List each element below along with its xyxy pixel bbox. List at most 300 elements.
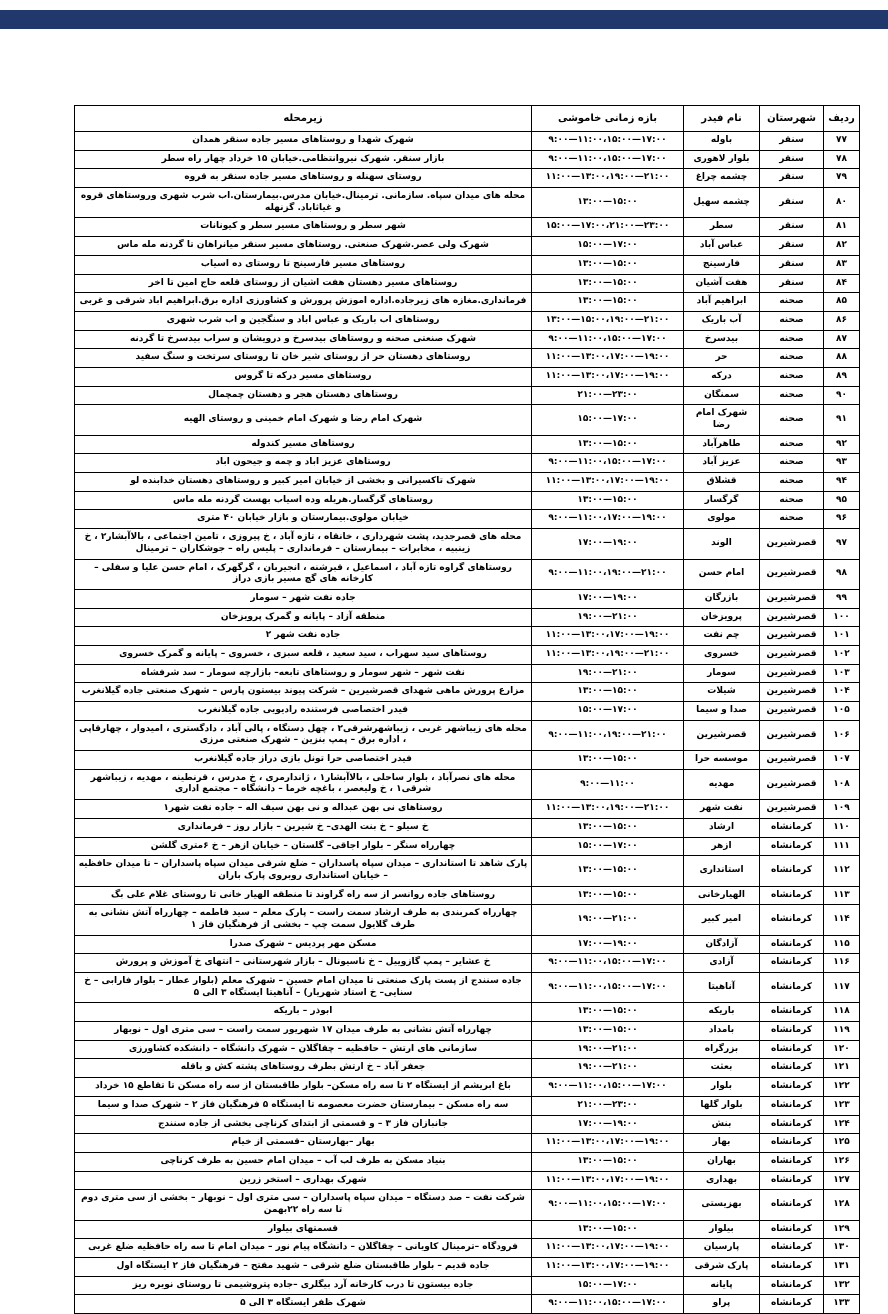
feeder-cell: بعثت — [684, 1059, 760, 1078]
time-range-cell: ۹:۰۰—۱۱:۰۰،۱۵:۰۰—۱۷:۰۰ — [532, 1295, 684, 1314]
time-range-cell: ۹:۰۰—۱۱:۰۰،۱۵:۰۰—۱۷:۰۰ — [532, 1078, 684, 1097]
time-range-cell: ۱۳:۰۰—۱۵:۰۰ — [532, 293, 684, 312]
header-time-range: بازه زمانی خاموشی — [532, 106, 684, 132]
row-number-cell: ۹۰ — [824, 386, 860, 405]
subarea-cell: محله های قصرجدید، پشت شهرداری ، خانقاه ، تازه آباد ، خ پیروزی ، تامین اجتماعی ، بالاآبشار۲ ، خ زینبیه ، مخابرات – بیمارستان – فرمانداری – پلیس راه – جوشکاران – ترمینال — [75, 529, 532, 559]
table-row — [75, 169, 860, 188]
subarea-cell: شهرک شهدا و روستاهای مسیر جاده سنقر همدان — [75, 132, 532, 151]
county-cell: سنقر — [760, 255, 824, 274]
county-cell: صحنه — [760, 330, 824, 349]
subarea-cell: روستاهای مسیر درکه تا گروس — [75, 367, 532, 386]
subarea-cell: روستاهای گرگسار.هریله وده اسیاب بهست گردنه مله ماس — [75, 491, 532, 510]
county-cell: کرمانشاه — [760, 1059, 824, 1078]
row-number-cell: ۱۰۴ — [824, 683, 860, 702]
subarea-cell: جاده قدیم – بلوار طاقبستان ضلع شرقی – شهید مفتح – فرهنگیان فاز ۲ ایستگاه اول — [75, 1258, 532, 1277]
row-number-cell: ۱۲۵ — [824, 1134, 860, 1153]
feeder-cell: فارسینج — [684, 255, 760, 274]
feeder-cell: بلوار — [684, 1078, 760, 1097]
outage-table-container — [75, 105, 860, 1314]
county-cell: کرمانشاه — [760, 1239, 824, 1258]
feeder-cell: بامداد — [684, 1022, 760, 1041]
time-range-cell: ۱۳:۰۰—۱۵:۰۰ — [532, 1003, 684, 1022]
table-row — [75, 1096, 860, 1115]
row-number-cell: ۱۲۲ — [824, 1078, 860, 1097]
table-row — [75, 608, 860, 627]
header-subarea: زیرمحله — [75, 106, 532, 132]
row-number-cell: ۱۲۱ — [824, 1059, 860, 1078]
subarea-cell: روستاهای مسیر فارسینج تا روستای ده اسیاب — [75, 255, 532, 274]
time-range-cell: ۱۷:۰۰—۱۹:۰۰ — [532, 935, 684, 954]
table-row — [75, 330, 860, 349]
table-row — [75, 150, 860, 169]
time-range-cell: ۲۱:۰۰—۲۳:۰۰ — [532, 1096, 684, 1115]
time-range-cell: ۱۹:۰۰—۲۱:۰۰ — [532, 1059, 684, 1078]
table-row — [75, 589, 860, 608]
county-cell: کرمانشاه — [760, 818, 824, 837]
row-number-cell: ۷۹ — [824, 169, 860, 188]
feeder-cell: پارک شرقی — [684, 1258, 760, 1277]
subarea-cell: شهرک امام رضا و شهرک امام خمینی و روستای الهیه — [75, 405, 532, 435]
subarea-cell: خ سیلو – خ بنت الهدی– خ شیرین – بازار روز – فرمانداری — [75, 818, 532, 837]
row-number-cell: ۱۰۲ — [824, 645, 860, 664]
county-cell: سنقر — [760, 150, 824, 169]
table-row — [75, 1152, 860, 1171]
time-range-cell: ۱۱:۰۰—۱۳:۰۰،۱۹:۰۰—۲۱:۰۰ — [532, 169, 684, 188]
row-number-cell: ۹۴ — [824, 473, 860, 492]
row-number-cell: ۹۷ — [824, 529, 860, 559]
subarea-cell: جعفر آباد – خ ارتش بطرف روستاهای پشته کش و باقله — [75, 1059, 532, 1078]
county-cell: قصرشیرین — [760, 683, 824, 702]
table-row — [75, 349, 860, 368]
county-cell: کرمانشاه — [760, 935, 824, 954]
feeder-cell: چشمه چراغ — [684, 169, 760, 188]
row-number-cell: ۹۶ — [824, 510, 860, 529]
row-number-cell: ۱۲۰ — [824, 1040, 860, 1059]
subarea-cell: روستاهای اب باریک و عباس اباد و سنگجین و اب شرب شهری — [75, 311, 532, 330]
row-number-cell: ۱۳۲ — [824, 1276, 860, 1295]
table-row — [75, 1078, 860, 1097]
row-number-cell: ۱۰۱ — [824, 627, 860, 646]
table-row — [75, 664, 860, 683]
table-row — [75, 188, 860, 218]
subarea-cell: شهرک بهداری – استخر زرین — [75, 1171, 532, 1190]
time-range-cell: ۱۳:۰۰—۱۵:۰۰ — [532, 491, 684, 510]
time-range-cell: ۹:۰۰—۱۱:۰۰،۱۵:۰۰—۱۷:۰۰ — [532, 973, 684, 1003]
feeder-cell: الهیارخانی — [684, 886, 760, 905]
row-number-cell: ۱۱۷ — [824, 973, 860, 1003]
county-cell: کرمانشاه — [760, 1190, 824, 1220]
time-range-cell: ۱۳:۰۰—۱۵:۰۰ — [532, 683, 684, 702]
table-row — [75, 1022, 860, 1041]
feeder-cell: بیدسرخ — [684, 330, 760, 349]
table-row — [75, 1134, 860, 1153]
subarea-cell: روستاهای سید سهراب ، سید سعید ، قلعه سبزی ، خسروی – پایانه و گمرک خسروی — [75, 645, 532, 664]
county-cell: صحنه — [760, 367, 824, 386]
row-number-cell: ۱۲۷ — [824, 1171, 860, 1190]
table-row — [75, 1276, 860, 1295]
subarea-cell: روستاهای دهستان هجر و دهستان چمچمال — [75, 386, 532, 405]
feeder-cell: عزیز آباد — [684, 454, 760, 473]
time-range-cell: ۹:۰۰—۱۱:۰۰،۱۷:۰۰—۱۹:۰۰ — [532, 510, 684, 529]
row-number-cell: ۸۲ — [824, 237, 860, 256]
table-row — [75, 386, 860, 405]
row-number-cell: ۱۱۰ — [824, 818, 860, 837]
row-number-cell: ۹۸ — [824, 559, 860, 589]
header-feeder: نام فیدر — [684, 106, 760, 132]
row-number-cell: ۱۳۳ — [824, 1295, 860, 1314]
feeder-cell: سمنگان — [684, 386, 760, 405]
time-range-cell: ۱۳:۰۰—۱۵:۰۰ — [532, 255, 684, 274]
county-cell: سنقر — [760, 218, 824, 237]
row-number-cell: ۱۰۹ — [824, 800, 860, 819]
subarea-cell: سه راه مسکن – بیمارستان حضرت معصومه تا ایستگاه ۵ فرهنگیان فاز ۲ – شهرک صدا و سیما — [75, 1096, 532, 1115]
feeder-cell: مولوی — [684, 510, 760, 529]
county-cell: کرمانشاه — [760, 856, 824, 886]
table-row — [75, 702, 860, 721]
subarea-cell: روستاهای دهستان حر از روستای شیر خان تا روستای سرتخت و سنگ سفید — [75, 349, 532, 368]
table-row — [75, 720, 860, 750]
county-cell: کرمانشاه — [760, 905, 824, 935]
county-cell: کرمانشاه — [760, 973, 824, 1003]
row-number-cell: ۱۱۵ — [824, 935, 860, 954]
feeder-cell: موسسه حرا — [684, 751, 760, 770]
county-cell: قصرشیرین — [760, 608, 824, 627]
county-cell: کرمانشاه — [760, 1152, 824, 1171]
feeder-cell: پراو — [684, 1295, 760, 1314]
row-number-cell: ۱۱۲ — [824, 856, 860, 886]
county-cell: قصرشیرین — [760, 529, 824, 559]
feeder-cell: صدا و سیما — [684, 702, 760, 721]
table-row — [75, 473, 860, 492]
row-number-cell: ۷۷ — [824, 132, 860, 151]
table-row — [75, 237, 860, 256]
row-number-cell: ۱۱۶ — [824, 954, 860, 973]
time-range-cell: ۱۵:۰۰—۱۷:۰۰،۲۱:۰۰—۲۳:۰۰ — [532, 218, 684, 237]
feeder-cell: باوله — [684, 132, 760, 151]
table-row — [75, 1171, 860, 1190]
feeder-cell: سطر — [684, 218, 760, 237]
table-row — [75, 435, 860, 454]
row-number-cell: ۱۲۹ — [824, 1220, 860, 1239]
outage-schedule-table — [74, 105, 860, 1314]
time-range-cell: ۱۵:۰۰—۱۷:۰۰ — [532, 702, 684, 721]
table-row — [75, 856, 860, 886]
county-cell: کرمانشاه — [760, 954, 824, 973]
feeder-cell: قصرشیرین — [684, 720, 760, 750]
time-range-cell: ۱۱:۰۰—۱۳:۰۰،۱۷:۰۰—۱۹:۰۰ — [532, 349, 684, 368]
time-range-cell: ۱۹:۰۰—۲۱:۰۰ — [532, 1040, 684, 1059]
table-row — [75, 274, 860, 293]
row-number-cell: ۱۲۸ — [824, 1190, 860, 1220]
table-row — [75, 935, 860, 954]
county-cell: کرمانشاه — [760, 1276, 824, 1295]
feeder-cell: شهرک امام رضا — [684, 405, 760, 435]
subarea-cell: جاده نفت شهر ۲ — [75, 627, 532, 646]
subarea-cell: روستاهای نی بهن عبداله و نی بهن سیف اله – جاده نفت شهر۱ — [75, 800, 532, 819]
feeder-cell: ازهر — [684, 837, 760, 856]
subarea-cell: فرودگاه –ترمینال کاویانی – چقاگلان – دانشگاه پیام نور – میدان امام تا سه راه حافظیه ضلع غربی — [75, 1239, 532, 1258]
time-range-cell: ۲۱:۰۰—۲۳:۰۰ — [532, 386, 684, 405]
row-number-cell: ۱۱۴ — [824, 905, 860, 935]
subarea-cell: منطقه آزاد – پایانه و گمرک پرویزخان — [75, 608, 532, 627]
subarea-cell: مسکن مهر پردیس – شهرک صدرا — [75, 935, 532, 954]
subarea-cell: محله های زیباشهر غربی ، زیباشهرشرقی۲ ، چهل دستگاه ، پالی آباد ، دادگستری ، امیدوار ، چهارقاپی ، اداره برق – پمپ بنزین – شهرک صنعتی مرزی — [75, 720, 532, 750]
county-cell: سنقر — [760, 169, 824, 188]
subarea-cell: روستاهای جاده روانسر از سه راه گراوند تا منطقه الهیار خانی تا روستای غلام علی بگ — [75, 886, 532, 905]
county-cell: قصرشیرین — [760, 800, 824, 819]
time-range-cell: ۱۳:۰۰—۱۵:۰۰ — [532, 856, 684, 886]
time-range-cell: ۱۷:۰۰—۱۹:۰۰ — [532, 529, 684, 559]
table-row — [75, 905, 860, 935]
subarea-cell: چهارراه کمربندی به طرف ارشاد سمت راست – پارک معلم – سید فاطمه – چهارراه آتش نشانی به طرف گلایول سمت چپ – بخشی از فرهنگیان فاز ۱ — [75, 905, 532, 935]
time-range-cell: ۱۱:۰۰—۱۳:۰۰،۱۷:۰۰—۱۹:۰۰ — [532, 1134, 684, 1153]
table-row — [75, 627, 860, 646]
row-number-cell: ۱۳۱ — [824, 1258, 860, 1277]
table-row — [75, 973, 860, 1003]
time-range-cell: ۱۵:۰۰—۱۷:۰۰ — [532, 237, 684, 256]
subarea-cell: چهارراه آتش نشانی به طرف میدان ۱۷ شهریور سمت راست – سی متری اول – نوبهار — [75, 1022, 532, 1041]
table-row — [75, 1295, 860, 1314]
county-cell: سنقر — [760, 237, 824, 256]
county-cell: کرمانشاه — [760, 1258, 824, 1277]
table-row — [75, 367, 860, 386]
table-row — [75, 1190, 860, 1220]
feeder-cell: بنش — [684, 1115, 760, 1134]
row-number-cell: ۱۲۶ — [824, 1152, 860, 1171]
county-cell: صحنه — [760, 293, 824, 312]
feeder-cell: بلوار گلها — [684, 1096, 760, 1115]
time-range-cell: ۹:۰۰—۱۱:۰۰،۱۹:۰۰—۲۱:۰۰ — [532, 720, 684, 750]
row-number-cell: ۸۸ — [824, 349, 860, 368]
feeder-cell: سومار — [684, 664, 760, 683]
subarea-cell: جاده سنندج از پست پارک صنعتی تا میدان امام حسین – شهرک معلم (بلوار عطار – بلوار فارابی – خ سنایی– خ استاد شهریار) – آناهیتا ایستگاه ۳ الی ۵ — [75, 973, 532, 1003]
time-range-cell: ۹:۰۰—۱۱:۰۰،۱۹:۰۰—۲۱:۰۰ — [532, 559, 684, 589]
subarea-cell: پارک شاهد تا استانداری – میدان سپاه پاسداران – ضلع شرقی میدان سپاه پاسداران – تا میدان حافظیه – خیابان استانداری روبروی پارک باران — [75, 856, 532, 886]
subarea-cell: شهرک ولی عصر.شهرک صنعتی. روستاهای مسیر سنقر میانراهان تا گردنه مله ماس — [75, 237, 532, 256]
row-number-cell: ۱۳۰ — [824, 1239, 860, 1258]
outage-table-body — [75, 132, 860, 1314]
county-cell: کرمانشاه — [760, 1022, 824, 1041]
county-cell: قصرشیرین — [760, 664, 824, 683]
county-cell: صحنه — [760, 473, 824, 492]
row-number-cell: ۱۰۶ — [824, 720, 860, 750]
row-number-cell: ۱۰۳ — [824, 664, 860, 683]
time-range-cell: ۱۳:۰۰—۱۵:۰۰ — [532, 1220, 684, 1239]
feeder-cell: چم نفت — [684, 627, 760, 646]
county-cell: صحنه — [760, 405, 824, 435]
subarea-cell: شهرک ظفر ایستگاه ۳ الی ۵ — [75, 1295, 532, 1314]
time-range-cell: ۹:۰۰—۱۱:۰۰،۱۵:۰۰—۱۷:۰۰ — [532, 150, 684, 169]
feeder-cell: عباس آباد — [684, 237, 760, 256]
feeder-cell: بلوار لاهوری — [684, 150, 760, 169]
subarea-cell: فیدر اختصاصی فرستنده رادیویی جاده گیلانغرب — [75, 702, 532, 721]
county-cell: صحنه — [760, 435, 824, 454]
time-range-cell: ۱۹:۰۰—۲۱:۰۰ — [532, 664, 684, 683]
row-number-cell: ۸۳ — [824, 255, 860, 274]
subarea-cell: مزارع پرورش ماهی شهدای قصرشیرین – شرکت پیوند بیستون پارس – شهرک صنعتی جاده گیلانغرب — [75, 683, 532, 702]
table-row — [75, 1115, 860, 1134]
feeder-cell: آناهیتا — [684, 973, 760, 1003]
county-cell: کرمانشاه — [760, 1134, 824, 1153]
table-row — [75, 818, 860, 837]
subarea-cell: جانبازان فاز ۳ – و قسمتی از ابتدای کرناچی بخشی از جاده سنندج — [75, 1115, 532, 1134]
county-cell: قصرشیرین — [760, 559, 824, 589]
top-bar — [0, 10, 888, 29]
feeder-cell: بهاران — [684, 1152, 760, 1171]
subarea-cell: روستای سهنله و روستاهای مسیر جاده سنقر به قروه — [75, 169, 532, 188]
time-range-cell: ۱۱:۰۰—۱۳:۰۰،۱۷:۰۰—۱۹:۰۰ — [532, 473, 684, 492]
table-row — [75, 683, 860, 702]
time-range-cell: ۹:۰۰—۱۱:۰۰،۱۵:۰۰—۱۷:۰۰ — [532, 132, 684, 151]
time-range-cell: ۹:۰۰—۱۱:۰۰،۱۵:۰۰—۱۷:۰۰ — [532, 1190, 684, 1220]
row-number-cell: ۱۱۳ — [824, 886, 860, 905]
row-number-cell: ۸۷ — [824, 330, 860, 349]
subarea-cell: بنیاد مسکن به طرف لب آب – میدان امام حسین به طرف کرناچی — [75, 1152, 532, 1171]
time-range-cell: ۱۵:۰۰—۱۷:۰۰ — [532, 837, 684, 856]
table-row — [75, 769, 860, 799]
time-range-cell: ۱۱:۰۰—۱۳:۰۰،۱۷:۰۰—۱۹:۰۰ — [532, 1258, 684, 1277]
subarea-cell: قسمتهای بیلوار — [75, 1220, 532, 1239]
feeder-cell: بیلوار — [684, 1220, 760, 1239]
table-row — [75, 454, 860, 473]
county-cell: قصرشیرین — [760, 751, 824, 770]
subarea-cell: چهارراه سنگر – بلوار اجاقی– گلستان – خیابان ازهر – خ ۶متری گلشن — [75, 837, 532, 856]
feeder-cell: پارسیان — [684, 1239, 760, 1258]
feeder-cell: امیر کبیر — [684, 905, 760, 935]
feeder-cell: آب باریک — [684, 311, 760, 330]
feeder-cell: شیلات — [684, 683, 760, 702]
row-number-cell: ۸۱ — [824, 218, 860, 237]
subarea-cell: شهرک تاکسیرانی و بخشی از خیابان امیر کبیر و روستاهای دهستان خدابنده لو — [75, 473, 532, 492]
time-range-cell: ۱۳:۰۰—۱۵:۰۰ — [532, 435, 684, 454]
subarea-cell: روستاهای مسیر دهستان هفت اشیان از روستای قلعه حاج امین تا اخر — [75, 274, 532, 293]
time-range-cell: ۱۳:۰۰—۱۵:۰۰ — [532, 1022, 684, 1041]
county-cell: کرمانشاه — [760, 1115, 824, 1134]
county-cell: قصرشیرین — [760, 645, 824, 664]
row-number-cell: ۹۲ — [824, 435, 860, 454]
time-range-cell: ۱۱:۰۰—۱۳:۰۰،۱۷:۰۰—۱۹:۰۰ — [532, 1239, 684, 1258]
time-range-cell: ۹:۰۰—۱۱:۰۰،۱۵:۰۰—۱۷:۰۰ — [532, 330, 684, 349]
feeder-cell: آزادگان — [684, 935, 760, 954]
feeder-cell: طاهرآباد — [684, 435, 760, 454]
county-cell: قصرشیرین — [760, 589, 824, 608]
row-number-cell: ۱۰۵ — [824, 702, 860, 721]
time-range-cell: ۱۳:۰۰—۱۵:۰۰ — [532, 274, 684, 293]
feeder-cell: بازرگان — [684, 589, 760, 608]
time-range-cell: ۱۳:۰۰—۱۵:۰۰،۱۹:۰۰—۲۱:۰۰ — [532, 311, 684, 330]
table-row — [75, 218, 860, 237]
feeder-cell: پرویزخان — [684, 608, 760, 627]
time-range-cell: ۱۱:۰۰—۱۳:۰۰،۱۷:۰۰—۱۹:۰۰ — [532, 627, 684, 646]
feeder-cell: هفت آشیان — [684, 274, 760, 293]
feeder-cell: مهدیه — [684, 769, 760, 799]
subarea-cell: جاده نفت شهر – سومار — [75, 589, 532, 608]
table-row — [75, 1258, 860, 1277]
time-range-cell: ۱۵:۰۰—۱۷:۰۰ — [532, 405, 684, 435]
subarea-cell: فرمانداری.مغازه های زیرجاده.اداره اموزش پرورش و کشاورزی اداره برق.ابراهیم اباد شرقی و غربی — [75, 293, 532, 312]
feeder-cell: استانداری — [684, 856, 760, 886]
county-cell: سنقر — [760, 132, 824, 151]
table-row — [75, 491, 860, 510]
table-header-row — [75, 106, 860, 132]
county-cell: کرمانشاه — [760, 1040, 824, 1059]
table-row — [75, 559, 860, 589]
subarea-cell: فیدر اختصاصی حرا تونل بازی دراز جاده گیلانغرب — [75, 751, 532, 770]
time-range-cell: ۱۳:۰۰—۱۵:۰۰ — [532, 188, 684, 218]
row-number-cell: ۱۰۷ — [824, 751, 860, 770]
county-cell: کرمانشاه — [760, 1096, 824, 1115]
county-cell: قصرشیرین — [760, 627, 824, 646]
feeder-cell: ارشاد — [684, 818, 760, 837]
county-cell: صحنه — [760, 454, 824, 473]
time-range-cell: ۱۱:۰۰—۱۳:۰۰،۱۷:۰۰—۱۹:۰۰ — [532, 1171, 684, 1190]
subarea-cell: روستاهای گراوه تازه آباد ، اسماعیل ، قبرشنه ، انجیربان ، گرگهرک ، امام حسن علیا و سفلی – کارخانه های گچ مسیر بازی دراز — [75, 559, 532, 589]
subarea-cell: بازار سنقر. شهرک نیروانتظامی.خیابان ۱۵ خرداد چهار راه سطر — [75, 150, 532, 169]
row-number-cell: ۹۱ — [824, 405, 860, 435]
subarea-cell: بهار –بهارستان –قسمتی از خیام — [75, 1134, 532, 1153]
table-row — [75, 529, 860, 559]
feeder-cell: چشمه سهیل — [684, 188, 760, 218]
header-county: شهرستان — [760, 106, 824, 132]
time-range-cell: ۱۹:۰۰—۲۱:۰۰ — [532, 905, 684, 935]
subarea-cell: شهر سطر و روستاهای مسیر سطر و کیونانات — [75, 218, 532, 237]
row-number-cell: ۱۱۸ — [824, 1003, 860, 1022]
county-cell: صحنه — [760, 311, 824, 330]
table-row — [75, 751, 860, 770]
time-range-cell: ۱۹:۰۰—۲۱:۰۰ — [532, 608, 684, 627]
county-cell: کرمانشاه — [760, 1220, 824, 1239]
feeder-cell: بهزیستی — [684, 1190, 760, 1220]
county-cell: قصرشیرین — [760, 702, 824, 721]
time-range-cell: ۱۱:۰۰—۱۳:۰۰،۱۹:۰۰—۲۱:۰۰ — [532, 800, 684, 819]
table-row — [75, 837, 860, 856]
feeder-cell: حر — [684, 349, 760, 368]
subarea-cell: روستاهای مسیر کندوله — [75, 435, 532, 454]
feeder-cell: آزادی — [684, 954, 760, 973]
subarea-cell: روستاهای عزیز اباد و چمه و جیحون اباد — [75, 454, 532, 473]
row-number-cell: ۸۹ — [824, 367, 860, 386]
row-number-cell: ۹۵ — [824, 491, 860, 510]
time-range-cell: ۱۳:۰۰—۱۵:۰۰ — [532, 1152, 684, 1171]
table-row — [75, 405, 860, 435]
row-number-cell: ۹۹ — [824, 589, 860, 608]
county-cell: صحنه — [760, 510, 824, 529]
county-cell: صحنه — [760, 349, 824, 368]
row-number-cell: ۷۸ — [824, 150, 860, 169]
row-number-cell: ۱۱۹ — [824, 1022, 860, 1041]
county-cell: کرمانشاه — [760, 1295, 824, 1314]
table-row — [75, 645, 860, 664]
feeder-cell: ابراهیم آباد — [684, 293, 760, 312]
feeder-cell: پایانه — [684, 1276, 760, 1295]
time-range-cell: ۱۱:۰۰—۱۳:۰۰،۱۹:۰۰—۲۱:۰۰ — [532, 645, 684, 664]
time-range-cell: ۹:۰۰—۱۱:۰۰،۱۵:۰۰—۱۷:۰۰ — [532, 954, 684, 973]
subarea-cell: ابوذر – باریکه — [75, 1003, 532, 1022]
time-range-cell: ۱۳:۰۰—۱۵:۰۰ — [532, 886, 684, 905]
time-range-cell: ۹:۰۰—۱۱:۰۰،۱۵:۰۰—۱۷:۰۰ — [532, 454, 684, 473]
subarea-cell: جاده بیستون تا درب کارخانه آرد بیگلری –جاده پتروشیمی تا روستای نویره ریز — [75, 1276, 532, 1295]
table-row — [75, 510, 860, 529]
row-number-cell: ۱۲۳ — [824, 1096, 860, 1115]
feeder-cell: باریکه — [684, 1003, 760, 1022]
subarea-cell: نفت شهر – شهر سومار و روستاهای تابعه– بازارچه سومار – سد شرفشاه — [75, 664, 532, 683]
subarea-cell: سازمانی های ارتش – حافظیه – چقاگلان – شهرک دانشگاه – دانشکده کشاورزی — [75, 1040, 532, 1059]
row-number-cell: ۸۴ — [824, 274, 860, 293]
table-row — [75, 954, 860, 973]
row-number-cell: ۸۰ — [824, 188, 860, 218]
table-row — [75, 1059, 860, 1078]
table-row — [75, 132, 860, 151]
